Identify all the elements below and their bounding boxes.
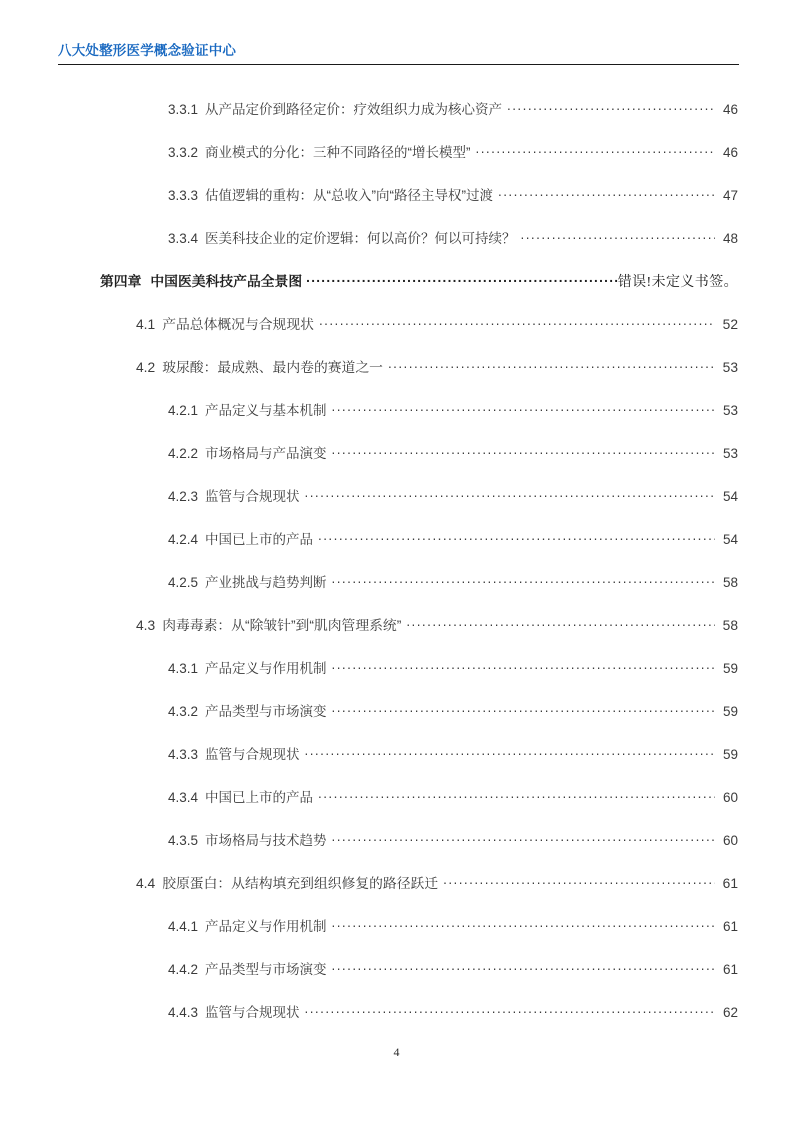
toc-entry-number: 4.2.5: [168, 575, 199, 590]
toc-entry-page-number: 46: [722, 145, 738, 160]
toc-entry-page-number: 59: [722, 747, 738, 762]
toc-entry-page-number: 61: [722, 919, 738, 934]
toc-entry-title: 产品总体概况与合规现状: [162, 317, 314, 332]
toc-entry-number: 4.3.1: [168, 661, 199, 676]
page-footer: [0, 1043, 793, 1061]
header-title: 八大处整形医学概念验证中心: [58, 43, 237, 58]
toc-entry-page-number: 52: [722, 317, 738, 332]
toc-entry[interactable]: [0, 786, 793, 829]
toc-entry-page-number: 60: [722, 833, 738, 848]
toc-entry[interactable]: [0, 915, 793, 958]
toc-entry[interactable]: [0, 313, 793, 356]
toc-entry-title: 肉毒毒素：从“除皱针”到“肌肉管理系统”: [162, 618, 402, 633]
toc-dot-leader: [318, 531, 715, 545]
toc-entry-page-number: 53: [722, 360, 738, 375]
toc-entry[interactable]: [0, 872, 793, 915]
toc-entry-page-number: 53: [722, 403, 738, 418]
toc-entry[interactable]: [0, 958, 793, 1001]
toc-entry-number: 3.3.2: [168, 145, 199, 160]
toc-entry-number: 3.3.3: [168, 188, 199, 203]
toc-entry-page-number: 46: [722, 102, 738, 117]
toc-entry-number: 4.4.3: [168, 1005, 199, 1020]
toc-entry-page-number: 错误!未定义书签。: [617, 275, 738, 290]
toc-entry-title: 产品定义与基本机制: [205, 403, 327, 418]
toc-entry-number: 3.3.1: [168, 102, 199, 117]
toc-entry-number: 4.3.4: [168, 790, 199, 805]
toc-dot-leader: [332, 918, 715, 932]
toc-dot-leader: [332, 445, 715, 459]
toc-entry-title: 产品定义与作用机制: [205, 919, 327, 934]
toc-entry-title: 医美科技企业的定价逻辑：何以高价？何以可持续？: [205, 231, 516, 246]
toc-entry-number: 4.2.1: [168, 403, 199, 418]
toc-entry[interactable]: [0, 1001, 793, 1044]
toc-entry-number: 4.4.1: [168, 919, 199, 934]
toc-dot-leader: [332, 961, 715, 975]
toc-entry-number: 4.4: [136, 876, 156, 891]
toc-entry-title: 估值逻辑的重构：从“总收入”向“路径主导权”过渡: [205, 188, 494, 203]
toc-entry-page-number: 60: [722, 790, 738, 805]
toc-dot-leader: [332, 703, 715, 717]
toc-entry-title: 玻尿酸：最成熟、最内卷的赛道之一: [162, 360, 383, 375]
toc-dot-leader: [476, 144, 715, 158]
toc-entry[interactable]: [0, 141, 793, 184]
toc-dot-leader: [507, 101, 715, 115]
toc-entry[interactable]: [0, 657, 793, 700]
toc-entry-page-number: 54: [722, 532, 738, 547]
toc-entry[interactable]: [0, 356, 793, 399]
toc-dot-leader: [332, 660, 715, 674]
toc-entry-number: 4.2.3: [168, 489, 199, 504]
toc-entry-page-number: 58: [722, 575, 738, 590]
toc-dot-leader: [318, 789, 715, 803]
toc-dot-leader: [306, 272, 618, 286]
toc-entry[interactable]: [0, 743, 793, 786]
toc-entry-page-number: 54: [722, 489, 738, 504]
toc-entry[interactable]: [0, 98, 793, 141]
toc-entry-title: 从产品定价到路径定价：疗效组织力成为核心资产: [205, 102, 503, 117]
toc-entry-number: 4.3.3: [168, 747, 199, 762]
toc-entry-number: 4.2: [136, 360, 156, 375]
toc-entry-title: 监管与合规现状: [205, 1005, 300, 1020]
toc-entry-title: 中国已上市的产品: [205, 532, 314, 547]
toc-entry-page-number: 61: [722, 876, 738, 891]
toc-entry-title: 产品定义与作用机制: [205, 661, 327, 676]
toc-entry[interactable]: [0, 571, 793, 614]
running-header: [58, 42, 738, 65]
toc-entry-number: 3.3.4: [168, 231, 199, 246]
toc-dot-leader: [498, 187, 715, 201]
toc-dot-leader: [332, 574, 715, 588]
toc-dot-leader: [443, 874, 715, 888]
toc-dot-leader: [319, 315, 715, 329]
footer-page-number: 4: [393, 1045, 400, 1059]
toc-entry-title: 中国已上市的产品: [205, 790, 314, 805]
toc-entry-page-number: 53: [722, 446, 738, 461]
toc-entry[interactable]: [0, 442, 793, 485]
toc-entry-title: 产品类型与市场演变: [205, 962, 327, 977]
toc-dot-leader: [305, 746, 715, 760]
toc-dot-leader: [388, 358, 715, 372]
toc-entry-number: 4.2.2: [168, 446, 199, 461]
toc-entry-title: 产品类型与市场演变: [205, 704, 327, 719]
toc-entry-page-number: 61: [722, 962, 738, 977]
toc-entry-number: 4.3: [136, 618, 156, 633]
toc-entry-title: 产业挑战与趋势判断: [205, 575, 327, 590]
toc-entry-number: 4.3.5: [168, 833, 199, 848]
toc-entry-title: 胶原蛋白：从结构填充到组织修复的路径跃迁: [162, 876, 439, 891]
toc-entry-number: 4.4.2: [168, 962, 199, 977]
toc-dot-leader: [305, 488, 715, 502]
toc-entry[interactable]: [0, 184, 793, 227]
toc-entry-title: 市场格局与产品演变: [205, 446, 327, 461]
toc-entry-page-number: 59: [722, 661, 738, 676]
toc-entry-number: 4.2.4: [168, 532, 199, 547]
toc-dot-leader: [305, 1004, 715, 1018]
toc-dot-leader: [332, 832, 715, 846]
toc-entry-title: 中国医美科技产品全景图: [150, 274, 303, 289]
toc-entry[interactable]: [0, 700, 793, 743]
toc-dot-leader: [521, 230, 715, 244]
toc-dot-leader: [332, 402, 715, 416]
toc-entry[interactable]: [0, 485, 793, 528]
toc-entry[interactable]: [0, 614, 793, 657]
toc-entry-title: 监管与合规现状: [205, 489, 300, 504]
toc-entry-title: 监管与合规现状: [205, 747, 300, 762]
toc-entry-title: 市场格局与技术趋势: [205, 833, 327, 848]
toc-entry[interactable]: [0, 829, 793, 872]
toc-entry[interactable]: [0, 528, 793, 571]
toc-entry-page-number: 48: [722, 231, 738, 246]
toc-entry[interactable]: [0, 270, 793, 313]
toc-entry[interactable]: [0, 227, 793, 270]
toc-entry-number: 4.3.2: [168, 704, 199, 719]
toc-dot-leader: [406, 616, 715, 630]
toc-entry[interactable]: [0, 399, 793, 442]
toc-entry-page-number: 58: [722, 618, 738, 633]
toc-entry-title: 商业模式的分化：三种不同路径的“增长模型”: [205, 145, 471, 160]
toc-entry-number: 第四章: [100, 274, 142, 289]
toc-entry-number: 4.1: [136, 317, 156, 332]
toc-entry-page-number: 59: [722, 704, 738, 719]
toc-entry-page-number: 62: [722, 1005, 738, 1020]
header-divider: [58, 64, 739, 65]
toc-entry-page-number: 47: [722, 188, 738, 203]
table-of-contents: [0, 98, 793, 1044]
